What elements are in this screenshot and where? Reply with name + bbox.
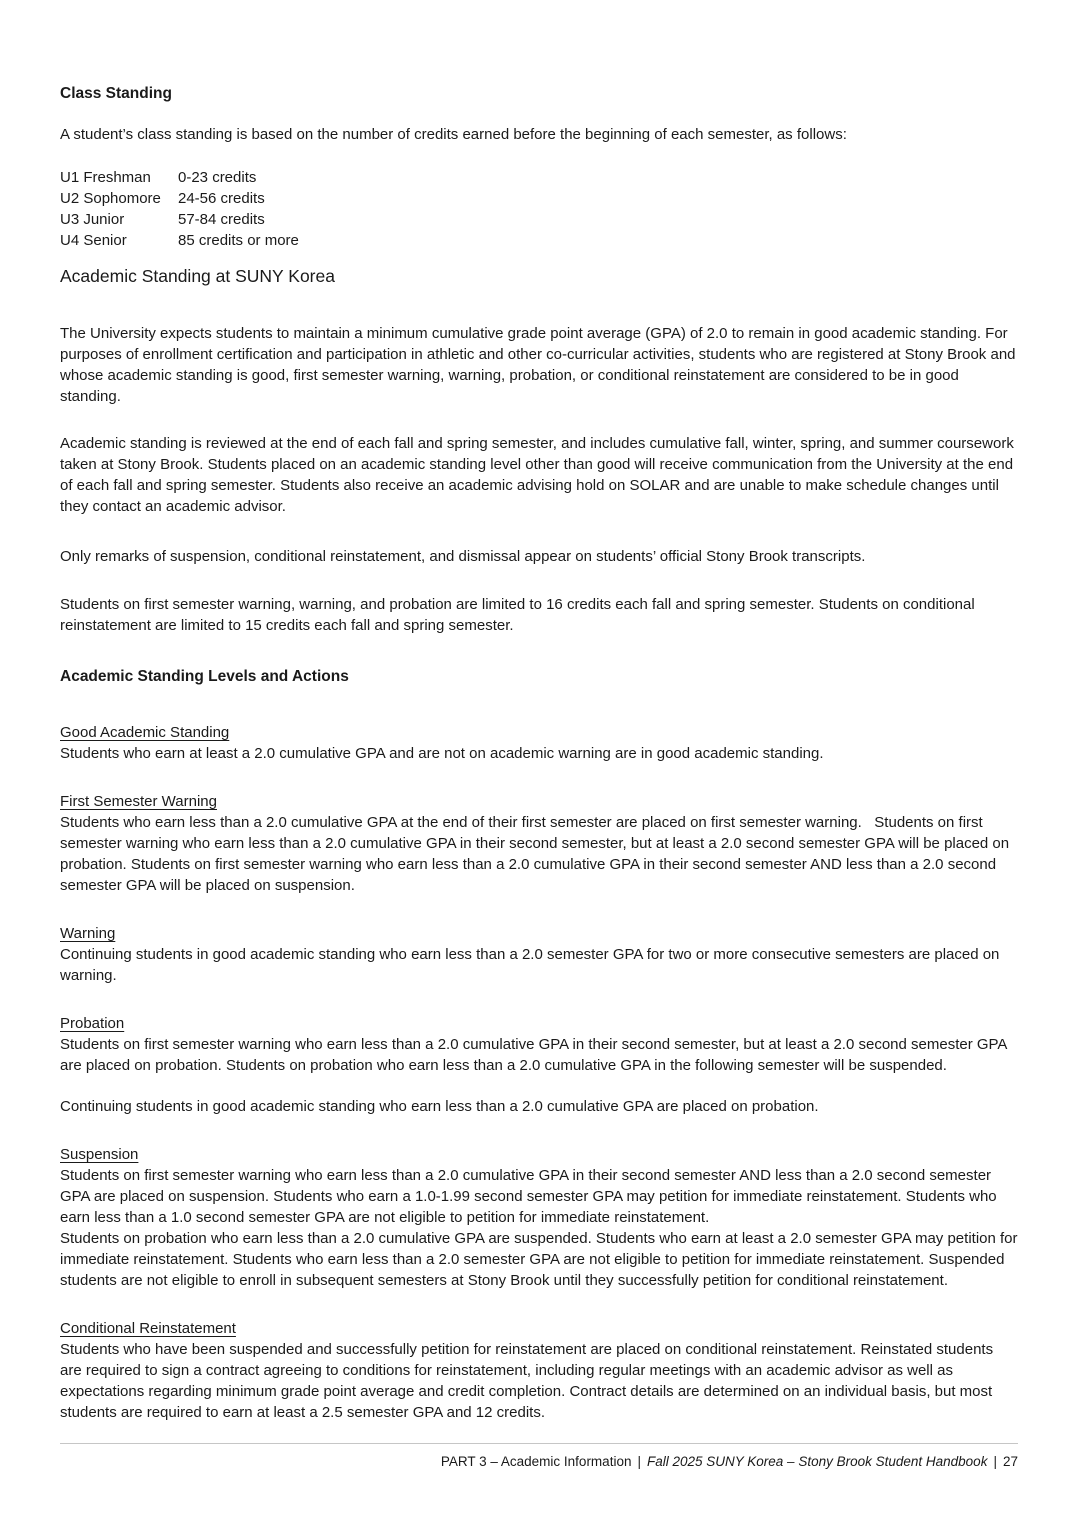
heading-class-standing: Class Standing: [60, 85, 172, 102]
page-footer: [60, 1443, 1018, 1471]
table-row: [60, 167, 1018, 188]
credits-cell: 0-23 credits: [178, 169, 257, 186]
level-title: Probation: [60, 1015, 125, 1032]
class-standing-table: [60, 167, 1018, 251]
paragraph: Students who earn at least a 2.0 cumulative GPA and are not on academic warning are in good academic standing.: [60, 745, 824, 762]
class-standing-intro: A student’s class standing is based on the number of credits earned before the beginning of each semester, as follows:: [60, 126, 847, 143]
level-conditional-reinstatement: [60, 1318, 1018, 1423]
paragraph: Academic standing is reviewed at the end of each fall and spring semester, and includes cumulative fall, winter, spring, and summer coursework taken at Stony Brook. Students placed on an academic standing level other than good will receive communication from the University at the end of each fall and spring semester. Students also receive an academic advising hold on SOLAR and are unable to make schedule changes until they contact an academic advisor.: [60, 435, 1018, 515]
heading-levels-and-actions: Academic Standing Levels and Actions: [60, 668, 349, 685]
level-title: First Semester Warning: [60, 793, 217, 810]
class-level-cell: U2 Sophomore: [60, 190, 161, 207]
table-row: [60, 188, 1018, 209]
footer-handbook-title: Fall 2025 SUNY Korea – Stony Brook Student Handbook: [646, 1454, 988, 1469]
paragraph: Continuing students in good academic standing who earn less than a 2.0 semester GPA for two or more consecutive semesters are placed on warning.: [60, 946, 1004, 984]
level-warning: [60, 923, 1018, 986]
paragraph: Students who have been suspended and successfully petition for reinstatement are placed on conditional reinstatement. Reinstated students are required to sign a contract agreeing to conditions for reinstatement, including regular meetings with an academic advisor as well as expectations regarding minimum grade point average and credit completion. Contract details are determined on an individual basis, but most students are required to earn at least a 2.5 semester GPA and 12 credits.: [60, 1341, 998, 1421]
level-title: Warning: [60, 925, 116, 942]
paragraph: Students who earn less than a 2.0 cumulative GPA at the end of their first semester are placed on first semester warning. Students on first semester warning who earn less than a 2.0 cumulative GPA in their second semester, but at least a 2.0 second semester GPA will be placed on probation. Students on first semester warning who earn less than a 2.0 cumulative GPA in their second semester AND less than a 2.0 second semester GPA will be placed on suspension.: [60, 814, 1014, 894]
footer-separator: |: [993, 1454, 997, 1469]
paragraph: Students on probation who earn less than a 2.0 cumulative GPA are suspended. Students who earn at least a 2.0 semester GPA may petition for immediate reinstatement. Students who earn less than a 2.0 semester GPA are not eligible to petition for immediate reinstatement. Suspended students are not eligible to enroll in subsequent semesters at Stony Brook until they successfully petition for conditional reinstatement.: [60, 1230, 1022, 1289]
paragraph: Continuing students in good academic standing who earn less than a 2.0 cumulative GPA are placed on probation.: [60, 1098, 819, 1115]
table-row: [60, 230, 1018, 251]
level-title: Conditional Reinstatement: [60, 1320, 236, 1337]
heading-academic-standing-suny-korea: Academic Standing at SUNY Korea: [60, 266, 335, 286]
paragraph: Only remarks of suspension, conditional reinstatement, and dismissal appear on students’ official Stony Brook transcripts.: [60, 548, 866, 565]
credits-cell: 85 credits or more: [178, 232, 299, 249]
level-first-semester-warning: [60, 791, 1018, 896]
class-level-cell: U3 Junior: [60, 211, 125, 228]
level-good-academic-standing: [60, 722, 1018, 764]
paragraph: Students on first semester warning who earn less than a 2.0 cumulative GPA in their second semester AND less than a 2.0 second semester GPA are placed on suspension. Students who earn a 1.0-1.99 second semester GPA may petition for immediate reinstatement. Students who earn less than a 1.0 second semester GPA are not eligible to petition for immediate reinstatement.: [60, 1167, 1001, 1226]
paragraph: The University expects students to maintain a minimum cumulative grade point average (GPA) of 2.0 to remain in good academic standing. For purposes of enrollment certification and participation in athletic and other co-curricular activities, students who are registered at Stony Brook and whose academic standing is good, first semester warning, warning, probation, or conditional reinstatement are considered to be in good standing.: [60, 325, 1020, 405]
table-row: [60, 209, 1018, 230]
level-title: Suspension: [60, 1146, 139, 1163]
class-level-cell: U1 Freshman: [60, 169, 151, 186]
credits-cell: 24-56 credits: [178, 190, 265, 207]
footer-part-label: PART 3 – Academic Information: [440, 1454, 632, 1469]
level-title: Good Academic Standing: [60, 724, 230, 741]
footer-page-number: 27: [1002, 1454, 1018, 1469]
credits-cell: 57-84 credits: [178, 211, 265, 228]
level-probation: [60, 1013, 1018, 1117]
level-suspension: [60, 1144, 1022, 1291]
footer-separator: |: [637, 1454, 641, 1469]
paragraph: Students on first semester warning who earn less than a 2.0 cumulative GPA in their second semester, but at least a 2.0 second semester GPA are placed on probation. Students on probation who earn less than a 2.0 cumulative GPA in the following semester will be suspended.: [60, 1036, 1011, 1074]
class-level-cell: U4 Senior: [60, 232, 127, 249]
paragraph: Students on first semester warning, warning, and probation are limited to 16 credits each fall and spring semester. Students on conditional reinstatement are limited to 15 credits each fall and spring semester.: [60, 596, 979, 634]
